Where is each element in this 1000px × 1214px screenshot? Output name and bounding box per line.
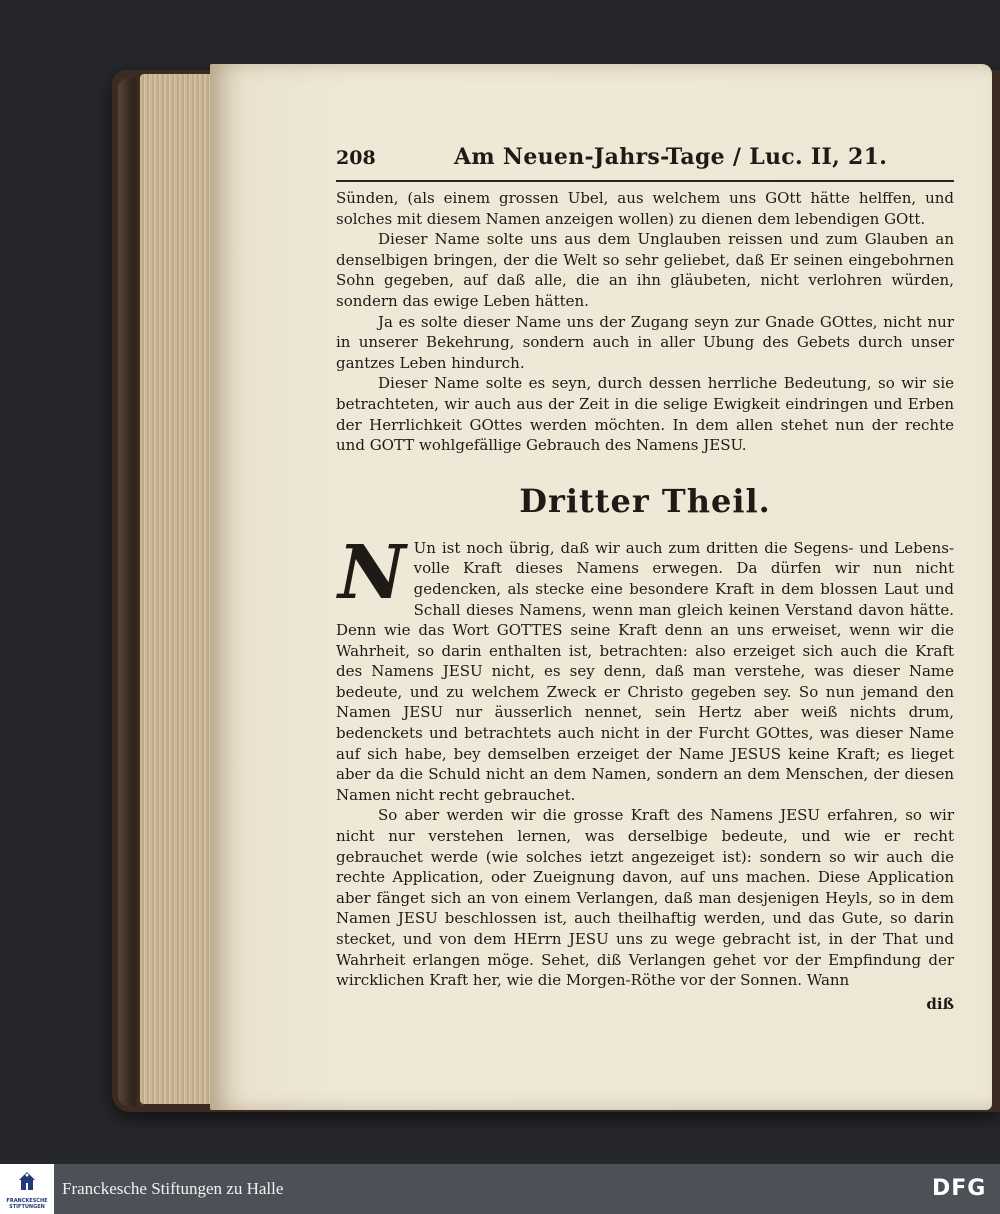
- paragraph: Dieser Name solte uns aus dem Unglauben reissen und zum Glauben an denselbigen bringen, der die Welt so sehr geliebet, daß Er seinen eingebohrnen Sohn gegeben, auf daß alle, die an ihn gläubeten, nicht verlohren würden, sondern das ewige Leben hätten.: [336, 230, 954, 310]
- paragraph: Ja es solte dieser Name uns der Zugang seyn zur Gnade GOttes, nicht nur in unserer Bekehrung, sondern auch in aller Ubung des Gebets durch unser gantzes Leben hindurch.: [336, 312, 954, 372]
- footer-bar: [0, 1164, 1000, 1214]
- dropcap-paragraph: [336, 529, 954, 806]
- dropcap-letter: N: [338, 529, 406, 616]
- page-number: 208: [336, 147, 376, 169]
- running-head: [336, 144, 954, 182]
- logo-text: FRANCKESCHE STIFTUNGEN: [6, 1198, 48, 1210]
- section-heading: Dritter Theil.: [519, 481, 771, 520]
- page-edges: [140, 74, 218, 1104]
- dfg-logo[interactable]: DFG: [932, 1176, 987, 1201]
- running-title: Am Neuen-Jahrs-Tage / Luc. II, 21.: [454, 144, 888, 170]
- dropcap-paragraph-text: Un ist noch übrig, daß wir auch zum dritten die Segens- und Lebens-volle Kraft dieses Namens erwegen. Da dürfen wir nun nicht gedencken, als stecke eine besondere Kraft in dem blossen Laut und Schall dieses Namens, wenn man gleich keinen Verstand davon hätte. Denn wie das Wort GOTTES seine Kraft denn an uns erweiset, wenn wir die Wahrheit, so darin enthalten ist, betrachten: also erzeiget sich auch die Kraft des Namens JESU nicht, es sey denn, daß man verstehe, was dieser Name bedeute, und zu welchem Zweck er Christo gegeben sey. So nun jemand den Namen JESU nur äusserlich nennet, sein Hertz aber weiß nichts drum, bedenckets und betrachtets auch nicht in der Furcht GOttes, was dieser Name auf sich habe, bey demselben erzeiget der Name JESUS keine Kraft; es lieget aber da die Schuld nicht an dem Namen, sondern an dem Menschen, der diesen Namen nicht recht gebrauchet.: [336, 538, 954, 804]
- paragraph: Sünden, (als einem grossen Ubel, aus welchem uns GOtt hätte helffen, und solches mit diesem Namen anzeigen wollen) zu dienen dem lebendigen GOtt.: [336, 189, 954, 228]
- catchword: diß: [926, 994, 954, 1013]
- paragraph: So aber werden wir die grosse Kraft des Namens JESU erfahren, so wir nicht nur verstehen lernen, was derselbige bedeute, und wie er recht gebrauchet werde (wie solches ietzt angezeiget ist): sondern so wir auch die rechte Application, oder Zueignung davon, auf uns machen. Diese Application aber fänget sich an von einem Verlangen, daß man desjenigen Heyls, so in dem Namen JESU beschlossen ist, auch theilhaftig werden, und das Gute, so darin stecket, und von dem HErrn JESU uns zu wege gebracht ist, in der That und Wahrheit erlangen möge. Sehet, diß Verlangen gehet vor der Empfindung der wircklichen Kraft her, wie die Morgen-Röthe vor der Sonnen. Wann: [336, 806, 954, 990]
- orphanage-emblem-icon: [19, 1171, 35, 1191]
- page-text: [336, 144, 954, 1013]
- franckesche-logo[interactable]: [0, 1164, 54, 1214]
- paragraph: Dieser Name solte es seyn, durch dessen herrliche Bedeutung, so wir sie betrachteten, wir auch aus der Zeit in die selige Ewigkeit eindringen und Erben der Herrlichkeit GOttes werden möchten. In dem allen stehet nun der rechte und GOTT wohlgefällige Gebrauch des Namens JESU.: [336, 374, 954, 455]
- institution-name: Franckesche Stiftungen zu Halle: [62, 1179, 284, 1198]
